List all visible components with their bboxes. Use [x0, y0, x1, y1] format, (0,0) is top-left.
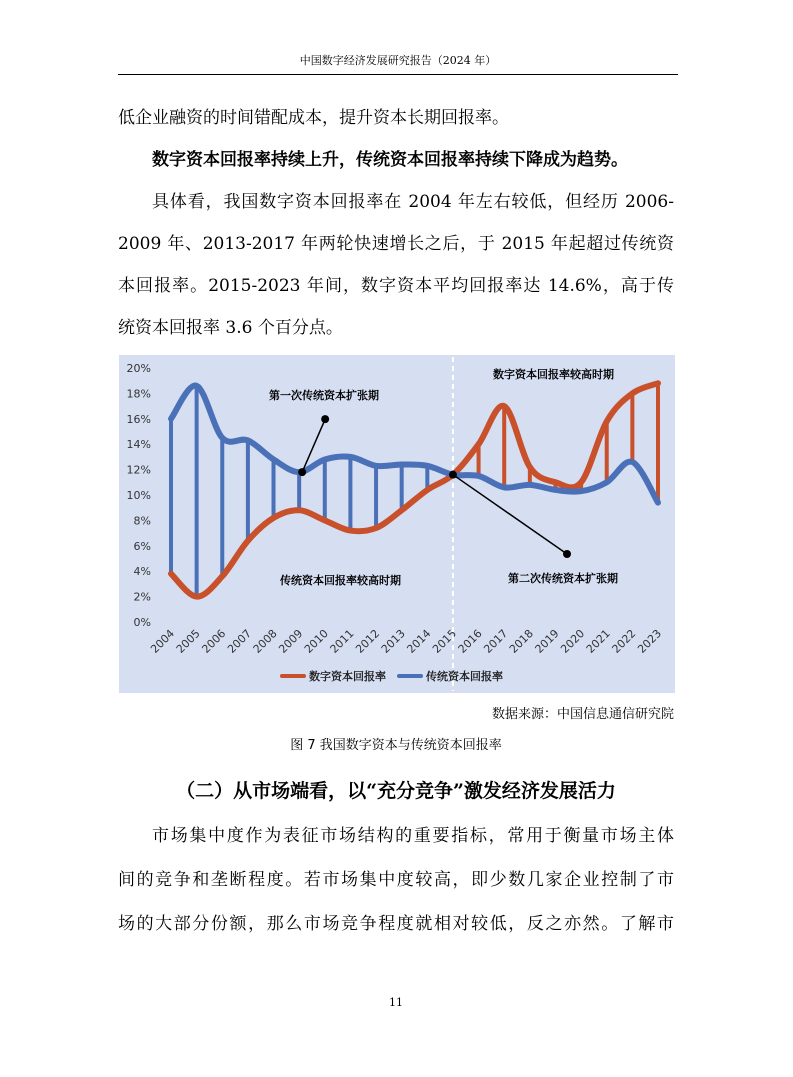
annotation-traditional-high: 传统资本回报率较高时期 — [280, 574, 401, 587]
x-tick-label: 2012 — [353, 626, 383, 656]
page-header: 中国数字经济发展研究报告（2024 年） — [118, 52, 678, 75]
figure-source: 数据来源：中国信息通信研究院 — [491, 707, 674, 722]
legend-label-digital: 数字资本回报率 — [309, 670, 386, 683]
paragraph-line: 本回报率。2015-2023 年间，数字资本平均回报率达 14.6%，高于传 — [118, 276, 674, 296]
paragraph-line: 2009 年、2013-2017 年两轮快速增长之后，于 2015 年起超过传统资 — [118, 234, 674, 254]
x-tick-label: 2007 — [225, 626, 255, 656]
emphasis-sentence: 数字资本回报率持续上升，传统资本回报率持续下降成为趋势。 — [152, 150, 628, 170]
pointer-dot — [321, 415, 329, 423]
page-number: 11 — [389, 996, 403, 1009]
y-tick-label: 2% — [133, 590, 151, 604]
x-tick-label: 2006 — [199, 626, 229, 656]
pointer-dot — [563, 550, 571, 558]
y-tick-label: 16% — [126, 412, 151, 426]
x-tick-label: 2020 — [558, 626, 588, 656]
x-tick-label: 2022 — [609, 626, 639, 656]
y-tick-label: 14% — [126, 438, 151, 452]
chart-legend — [282, 669, 503, 683]
annotation-first-expansion: 第一次传统资本扩张期 — [269, 389, 379, 402]
paragraph-line: 市场集中度作为表征市场结构的重要指标，常用于衡量市场主体 — [152, 826, 674, 846]
x-tick-label: 2021 — [583, 626, 613, 656]
y-tick-label: 18% — [126, 387, 151, 401]
x-tick-label: 2018 — [506, 626, 536, 656]
x-tick-label: 2014 — [404, 626, 434, 656]
pointer-dot — [298, 468, 306, 476]
paragraph-line: 间的竞争和垄断程度。若市场集中度较高，即少数几家企业控制了市 — [118, 870, 674, 890]
x-tick-label: 2017 — [481, 626, 511, 656]
paragraph-line: 具体看，我国数字资本回报率在 2004 年左右较低，但经历 2006- — [152, 192, 674, 212]
y-tick-label: 0% — [133, 616, 151, 629]
x-tick-label: 2009 — [276, 626, 306, 656]
series-line-traditional — [171, 386, 658, 503]
return-rate-chart — [119, 355, 675, 693]
x-tick-label: 2013 — [378, 626, 408, 656]
x-tick-label: 2019 — [532, 626, 562, 656]
x-tick-label: 2008 — [250, 626, 280, 656]
annotation-digital-high: 数字资本回报率较高时期 — [493, 368, 614, 381]
y-tick-label: 10% — [126, 489, 151, 502]
x-tick-label: 2004 — [148, 626, 178, 656]
x-tick-label: 2005 — [173, 626, 203, 656]
pointer-dot — [449, 471, 457, 479]
chart-canvas — [119, 355, 675, 693]
paragraph-line: 低企业融资的时间错配成本，提升资本长期回报率。 — [118, 108, 509, 128]
x-tick-label: 2011 — [327, 626, 357, 656]
figure-caption: 图 7 我国数字资本与传统资本回报率 — [290, 738, 502, 753]
x-tick-label: 2016 — [455, 626, 485, 656]
annotation-second-expansion: 第二次传统资本扩张期 — [508, 572, 618, 585]
x-tick-label: 2023 — [635, 626, 665, 656]
paragraph-line: 场的大部分份额，那么市场竞争程度就相对较低，反之亦然。了解市 — [118, 914, 674, 934]
section-heading: （二）从市场端看，以“充分竞争”激发经济发展活力 — [176, 780, 616, 802]
x-tick-label: 2010 — [301, 626, 331, 656]
y-tick-label: 20% — [126, 362, 151, 375]
paragraph-line: 统资本回报率 3.6 个百分点。 — [118, 318, 343, 338]
legend-label-traditional: 传统资本回报率 — [426, 670, 503, 683]
x-tick-label: 2015 — [430, 626, 460, 656]
y-tick-label: 8% — [133, 514, 151, 528]
y-tick-label: 4% — [133, 565, 151, 579]
y-tick-label: 12% — [126, 463, 151, 477]
y-tick-label: 6% — [133, 539, 151, 553]
